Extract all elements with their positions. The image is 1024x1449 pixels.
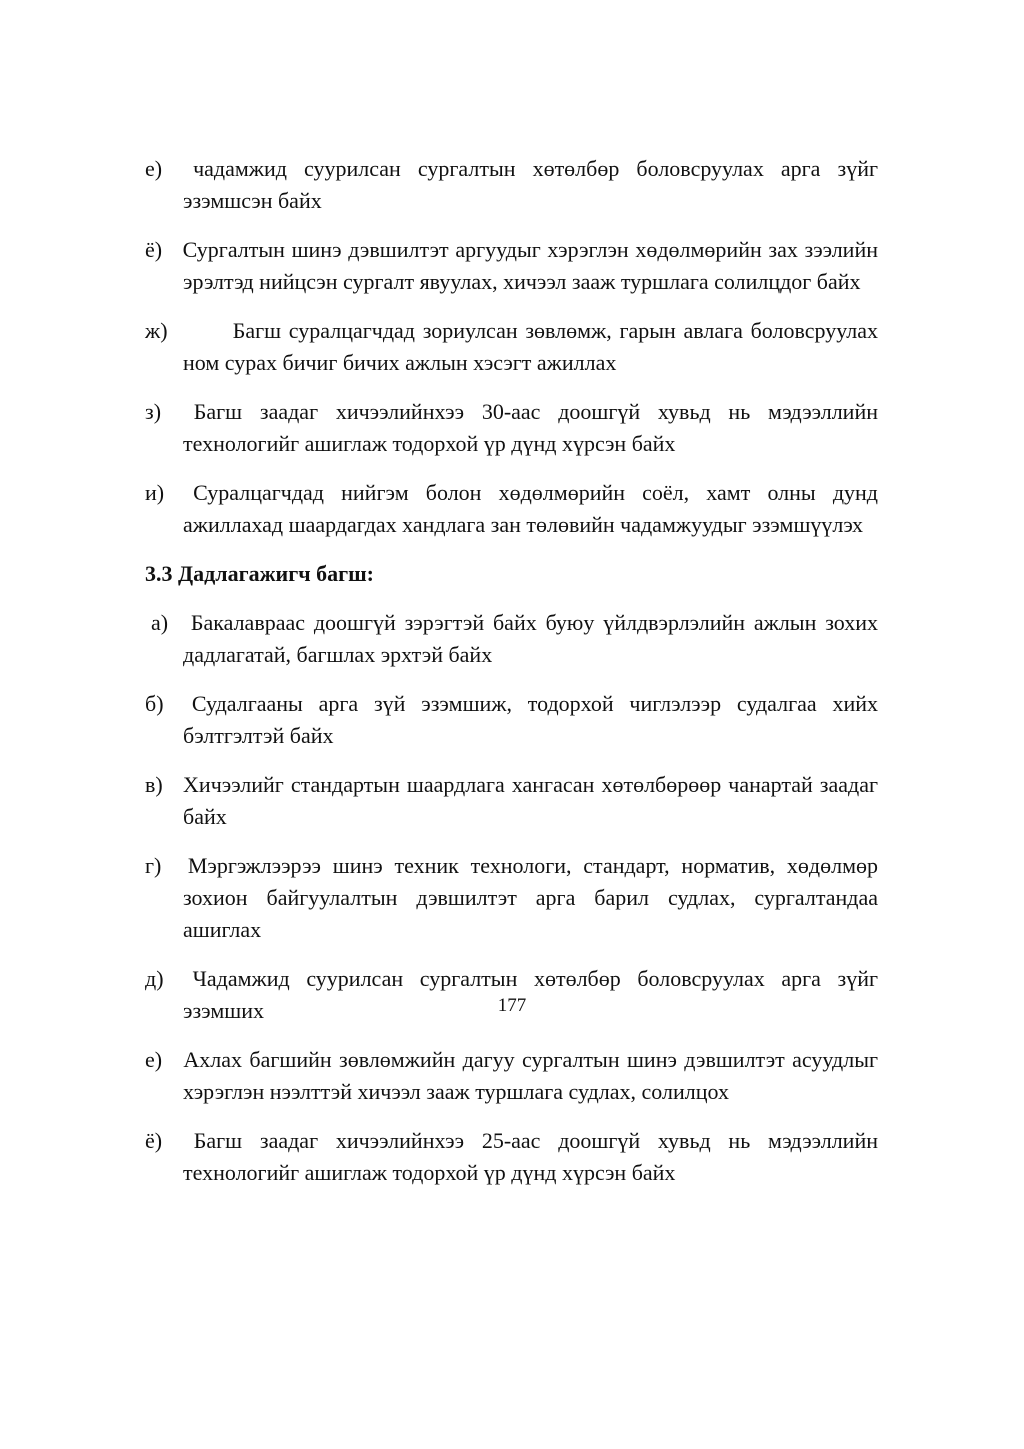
list-item-marker: в)	[145, 772, 163, 797]
list-item-marker: ё)	[145, 1128, 163, 1153]
list-item-marker: е)	[145, 1047, 163, 1072]
list-item-marker: б)	[145, 691, 164, 716]
section-heading: 3.3 Дадлагажигч багш:	[145, 561, 375, 586]
page-content	[145, 153, 878, 1206]
list-item-marker: и)	[145, 480, 165, 505]
list-item	[145, 396, 878, 460]
list-item-marker: е)	[145, 156, 163, 181]
list-item-text: Судалгааны арга зүй эзэмшиж, тодорхой чиглэлээр судалгаа хийх бэлтгэлтэй байх	[183, 691, 879, 748]
list-item-text: Ахлах багшийн зөвлөмжийн дагуу сургалтын шинэ дэвшилтэт асуудлыг хэрэглэн нээлттэй хичээл зааж туршлага судлах, солилцох	[183, 1047, 878, 1104]
list-item	[145, 153, 878, 217]
page-number: 177	[497, 995, 527, 1016]
list-item	[145, 234, 878, 298]
list-item-text: Мэргэжлээрээ шинэ техник технологи, стандарт, норматив, хөдөлмөр зохион байгуулалтын дэвшилтэт арга барил судлах, сургалтандаа ашиглах	[183, 853, 879, 942]
list-item-marker: ё)	[145, 237, 163, 262]
list-item	[145, 1044, 878, 1108]
list-item-text: Чадамжид суурилсан сургалтын хөтөлбөр боловсруулах арга зүйг эзэмших	[183, 966, 878, 1023]
list-item	[145, 850, 878, 946]
list-item-marker: а)	[151, 610, 169, 635]
list-item-text: Сургалтын шинэ дэвшилтэт аргуудыг хэрэглэн хөдөлмөрийн зах зээлийн эрэлтэд нийцсэн сургалт явуулах, хичээл зааж туршлага солилцдог байх	[182, 237, 879, 294]
list-item-marker: д)	[145, 966, 164, 991]
list-item	[145, 769, 878, 833]
list-item	[145, 688, 878, 752]
list-item-text: Багш заадаг хичээлийнхээ 30-аас доошгүй хувьд нь мэдээллийн технологийг ашиглаж тодорхой үр дүнд хүрсэн байх	[183, 399, 878, 456]
list-item-marker: з)	[145, 399, 162, 424]
list-item	[145, 315, 878, 379]
list-item-text: Багш заадаг хичээлийнхээ 25-аас доошгүй хувьд нь мэдээллийн технологийг ашиглаж тодорхой үр дүнд хүрсэн байх	[183, 1128, 878, 1185]
list-item-text: Суралцагчдад нийгэм болон хөдөлмөрийн соёл, хамт олны дунд ажиллахад шаардагдах хандлага зан төлөвийн чадамжуудыг эзэмшүүлэх	[183, 480, 878, 537]
list-item-text: Бакалавраас доошгүй зэрэгтэй байх буюу үйлдвэрлэлийн ажлын зохих дадлагатай, багшлах эрхтэй байх	[183, 610, 878, 667]
list-item	[145, 607, 878, 671]
list-item	[145, 477, 878, 541]
list-item-text: Багш суралцагчдад зориулсан зөвлөмж, гарын авлага боловсруулах ном сурах бичиг бичих ажлын хэсэгт ажиллах	[183, 318, 879, 375]
list-item-marker: г)	[145, 853, 162, 878]
list-item	[145, 1125, 878, 1189]
list-item-text: Хичээлийг стандартын шаардлага хангасан хөтөлбөрөөр чанартай заадаг байх	[183, 772, 878, 829]
list-item-text: чадамжид суурилсан сургалтын хөтөлбөр боловсруулах арга зүйг эзэмшсэн байх	[183, 156, 879, 213]
list-item-marker: ж)	[145, 318, 168, 343]
